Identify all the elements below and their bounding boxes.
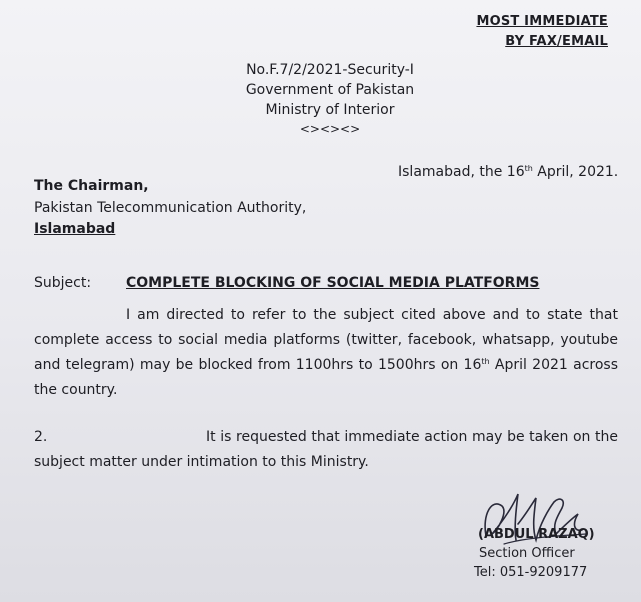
paragraph-1-superscript: th <box>481 357 490 366</box>
signatory-designation: Section Officer <box>479 546 575 561</box>
handwritten-signature <box>474 484 604 554</box>
date-prefix: Islamabad, the 16 <box>398 164 525 180</box>
addressee-organization: Pakistan Telecommunication Authority, <box>34 200 307 216</box>
paragraph-2 <box>34 425 618 475</box>
reference-number: No.F.7/2/2021-Security-I <box>246 62 414 78</box>
priority-line-2: BY FAX/EMAIL <box>505 34 608 49</box>
addressee-title: The Chairman, <box>34 178 149 194</box>
date-superscript: th <box>524 164 533 173</box>
government-name: Government of Pakistan <box>245 82 415 98</box>
addressee-city: Islamabad <box>34 221 116 237</box>
signatory-phone: Tel: 051-9209177 <box>474 565 588 580</box>
paragraph-2-text: It is requested that immediate action may be taken on the subject matter under intimation to this Ministry. <box>34 429 618 470</box>
signatory-name: (ABDUL RAZAQ) <box>478 527 595 542</box>
separator-mark: <><><> <box>299 122 361 136</box>
date-line <box>398 164 618 180</box>
ministry-name: Ministry of Interior <box>265 102 395 118</box>
paragraph-1 <box>34 303 618 403</box>
paragraph-2-number: 2. <box>34 429 48 445</box>
subject-text: COMPLETE BLOCKING OF SOCIAL MEDIA PLATFORMS <box>126 275 540 291</box>
paragraph-1-text-a: I am directed to refer to the subject cited above and to state that complete access to social media platforms (twitter, facebook, whatsapp, youtube and telegram) may be blocked from 1100hrs to 1500hrs on 16 <box>34 307 618 373</box>
priority-line-1: MOST IMMEDIATE <box>476 14 608 29</box>
subject-label: Subject: <box>34 275 92 291</box>
paragraph-1-text-b: April 2021 across the country. <box>34 357 618 398</box>
date-suffix: April, 2021. <box>532 164 619 180</box>
